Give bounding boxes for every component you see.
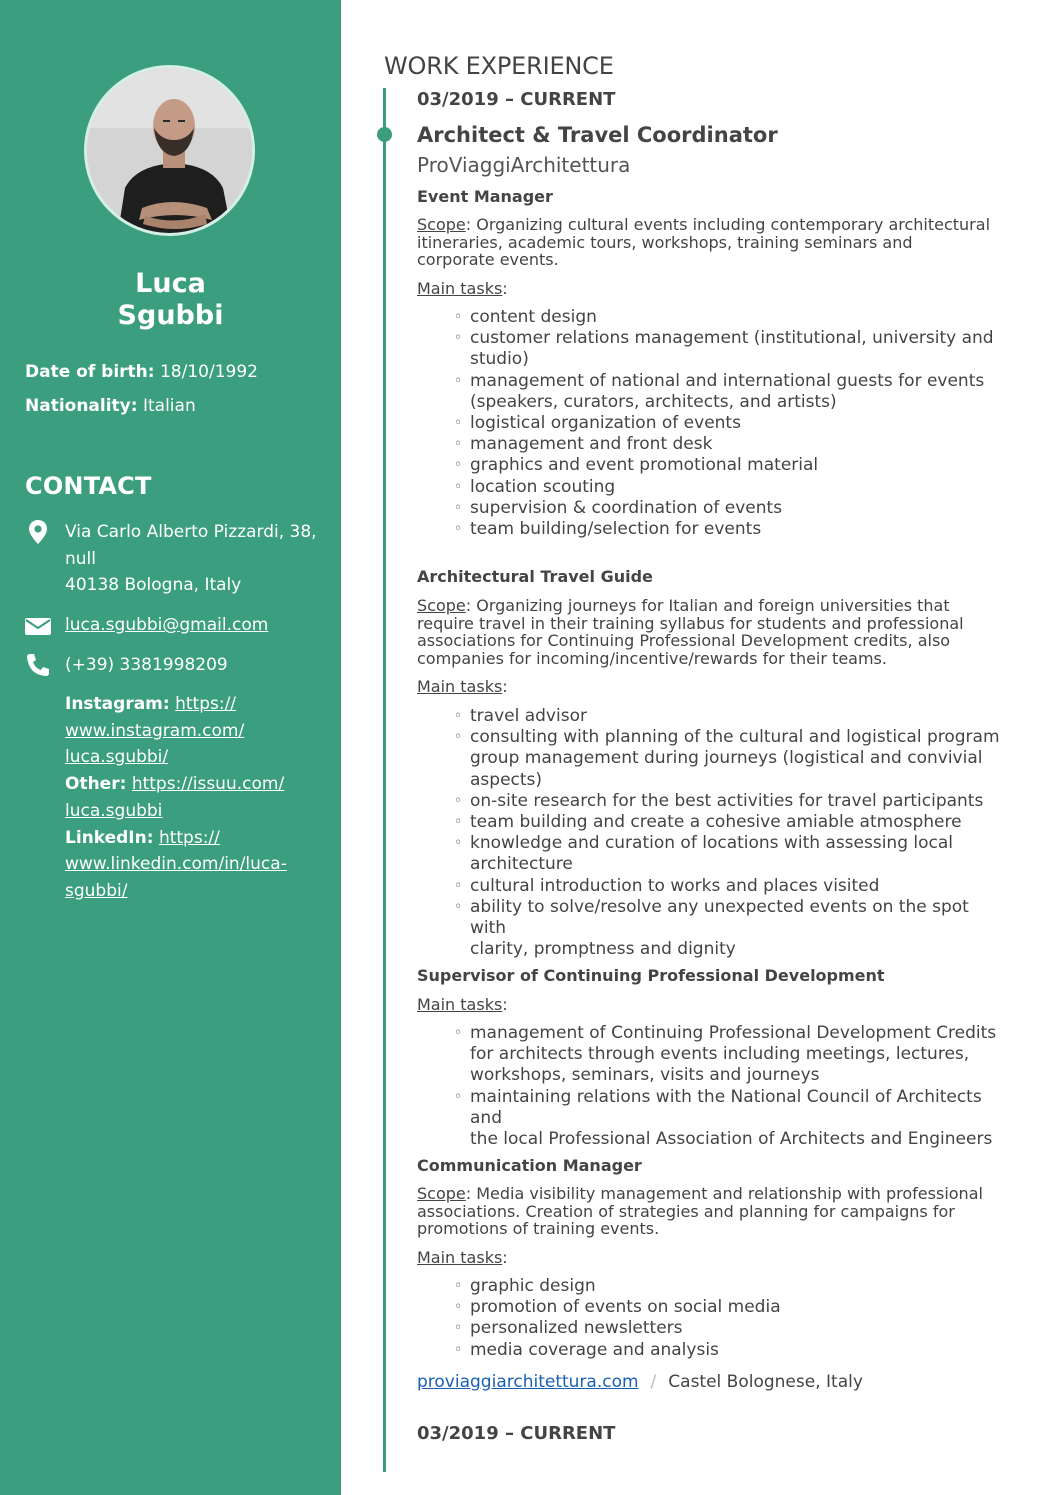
address-line-1: Via Carlo Alberto Pizzardi, 38,	[65, 522, 317, 542]
list-item-continued: workshops, seminars, visits and journeys	[470, 1065, 820, 1086]
scope-line: require travel in their training syllabus for students and professional	[417, 613, 964, 633]
first-name: Luca	[135, 268, 206, 299]
list-item-continued: architecture	[470, 854, 573, 875]
list-item: ◦ consulting with planning of the cultural and logistical program	[454, 727, 1009, 748]
list-item: ◦ content design	[454, 307, 1009, 328]
instagram-link-part-1[interactable]: https://	[175, 694, 237, 714]
job-date: 03/2019 – CURRENT	[417, 1423, 616, 1444]
list-item: ◦ management and front desk	[454, 434, 1009, 455]
work-experience-heading: WORK EXPERIENCE	[384, 52, 614, 80]
list-item-continued: aspects)	[470, 769, 543, 790]
envelope-icon	[25, 616, 51, 640]
nationality-label: Nationality:	[25, 396, 138, 416]
timeline-dot	[377, 127, 392, 142]
list-item: ◦ logistical organization of events	[454, 413, 1009, 434]
list-item: ◦ knowledge and curation of locations with assessing local	[454, 833, 1009, 854]
task-list-cpd-supervisor	[454, 1023, 1009, 1150]
map-pin-icon	[25, 519, 51, 543]
main-tasks-label: Main tasks:	[417, 995, 508, 1014]
list-item-continued: group management during journeys (logistical and convivial	[470, 748, 983, 769]
person-photo-icon	[87, 68, 255, 236]
sidebar	[0, 0, 341, 1495]
linkedin-label: LinkedIn:	[65, 827, 154, 848]
role-title-cpd-supervisor: Supervisor of Continuing Professional Development	[417, 966, 885, 985]
job-location: Castel Bolognese, Italy	[668, 1372, 863, 1392]
contact-heading: CONTACT	[25, 472, 152, 500]
role-scope-communication-manager	[417, 1185, 1017, 1238]
list-item-continued: the local Professional Association of Architects and Engineers	[470, 1129, 993, 1150]
role-scope-travel-guide	[417, 597, 1017, 667]
list-item: ◦ management of Continuing Professional Development Credits	[454, 1023, 1009, 1044]
main-tasks-text: Main tasks	[417, 279, 503, 298]
main-tasks-text: Main tasks	[417, 995, 503, 1014]
job-footer	[417, 1372, 863, 1392]
phone-icon	[25, 652, 51, 676]
list-item: ◦ cultural introduction to works and places visited	[454, 876, 1009, 897]
list-item: ◦ on-site research for the best activities for travel participants	[454, 791, 1009, 812]
list-item-continued: (speakers, curators, architects, and artists)	[470, 391, 837, 412]
instagram-link-part-2[interactable]: www.instagram.com/	[65, 720, 245, 741]
scope-line: promotions of training events.	[417, 1219, 660, 1238]
address-line-2: null	[65, 548, 96, 569]
nationality	[25, 395, 196, 417]
linkedin-link-part-1[interactable]: https://	[158, 827, 220, 848]
list-item: ◦ ability to solve/resolve any unexpected events on the spot with	[454, 897, 1009, 939]
task-list-travel-guide	[454, 706, 1009, 960]
scope-label: Scope	[417, 1184, 466, 1203]
phone-number: (+39) 3381998209	[65, 655, 228, 675]
profile-photo	[84, 65, 255, 236]
scope-line: : Organizing cultural events including contemporary architectural	[465, 215, 991, 234]
email-link[interactable]: luca.sgubbi@gmail.com	[65, 615, 269, 635]
other-label: Other:	[65, 774, 127, 795]
social-links	[65, 691, 305, 905]
scope-line: associations. Creation of strategies and planning for campaigns for	[417, 1201, 955, 1221]
task-list-event-manager	[454, 307, 1009, 540]
list-item-continued: studio)	[470, 349, 529, 370]
instagram-link-part-3[interactable]: luca.sgubbi/	[65, 747, 169, 768]
dob-value: 18/10/1992	[159, 362, 258, 382]
task-list-communication-manager	[454, 1276, 1009, 1361]
scope-line: itineraries, academic tours, workshops, training seminars and	[417, 232, 913, 252]
list-item: ◦ travel advisor	[454, 706, 1009, 727]
company-name: ProViaggiArchitettura	[417, 153, 631, 177]
role-title-communication-manager: Communication Manager	[417, 1156, 642, 1175]
main-tasks-label: Main tasks:	[417, 279, 508, 298]
separator: /	[650, 1372, 657, 1392]
list-item: ◦ customer relations management (institutional, university and	[454, 328, 1009, 349]
scope-line: corporate events.	[417, 250, 559, 269]
role-title-travel-guide: Architectural Travel Guide	[417, 567, 653, 586]
role-title-event-manager: Event Manager	[417, 187, 553, 206]
nationality-value: Italian	[142, 396, 196, 416]
job-date: 03/2019 – CURRENT	[417, 89, 616, 110]
list-item-continued: for architects through events including meetings, lectures,	[470, 1044, 970, 1065]
main-content	[341, 0, 1058, 1495]
list-item: ◦ team building/selection for events	[454, 519, 1009, 540]
main-tasks-label: Main tasks:	[417, 677, 508, 696]
linkedin-link-part-2[interactable]: www.linkedin.com/in/luca-	[65, 854, 287, 875]
dob-label: Date of birth:	[25, 362, 155, 382]
main-tasks-text: Main tasks	[417, 1248, 503, 1267]
list-item: ◦ promotion of events on social media	[454, 1297, 1009, 1318]
list-item: ◦ team building and create a cohesive amiable atmosphere	[454, 812, 1009, 833]
list-item: ◦ management of national and international guests for events	[454, 371, 1009, 392]
list-item: ◦ location scouting	[454, 477, 1009, 498]
list-item: ◦ maintaining relations with the National Council of Architects and	[454, 1087, 1009, 1129]
scope-label: Scope	[417, 596, 466, 615]
scope-line: companies for incoming/incentive/rewards for their teams.	[417, 648, 887, 668]
other-link-part-1[interactable]: https://issuu.com/	[131, 774, 285, 795]
address-line-3: 40138 Bologna, Italy	[65, 575, 242, 595]
profile-name	[0, 268, 341, 332]
job-title: Architect & Travel Coordinator	[417, 123, 778, 147]
scope-label: Scope	[417, 215, 466, 234]
timeline-line	[383, 88, 386, 1472]
role-scope-event-manager	[417, 216, 1017, 269]
main-tasks-text: Main tasks	[417, 677, 503, 696]
scope-line: associations for Continuing Professional Development credits, also	[417, 631, 951, 650]
other-link-part-2[interactable]: luca.sgubbi	[65, 800, 163, 821]
instagram-label: Instagram:	[65, 694, 170, 714]
scope-line: : Media visibility management and relationship with professional	[465, 1184, 983, 1203]
list-item: ◦ personalized newsletters	[454, 1318, 1009, 1339]
main-tasks-label: Main tasks:	[417, 1248, 508, 1267]
list-item: ◦ graphic design	[454, 1276, 1009, 1297]
date-of-birth	[25, 361, 258, 383]
list-item-continued: clarity, promptness and dignity	[470, 939, 736, 960]
list-item: ◦ media coverage and analysis	[454, 1340, 1009, 1361]
linkedin-link-part-3[interactable]: sgubbi/	[65, 880, 128, 901]
last-name: Sgubbi	[117, 300, 224, 331]
list-item: ◦ graphics and event promotional material	[454, 455, 1009, 476]
list-item: ◦ supervision & coordination of events	[454, 498, 1009, 519]
company-website-link[interactable]: proviaggiarchitettura.com	[417, 1372, 639, 1392]
scope-line: : Organizing journeys for Italian and foreign universities that	[465, 596, 950, 615]
